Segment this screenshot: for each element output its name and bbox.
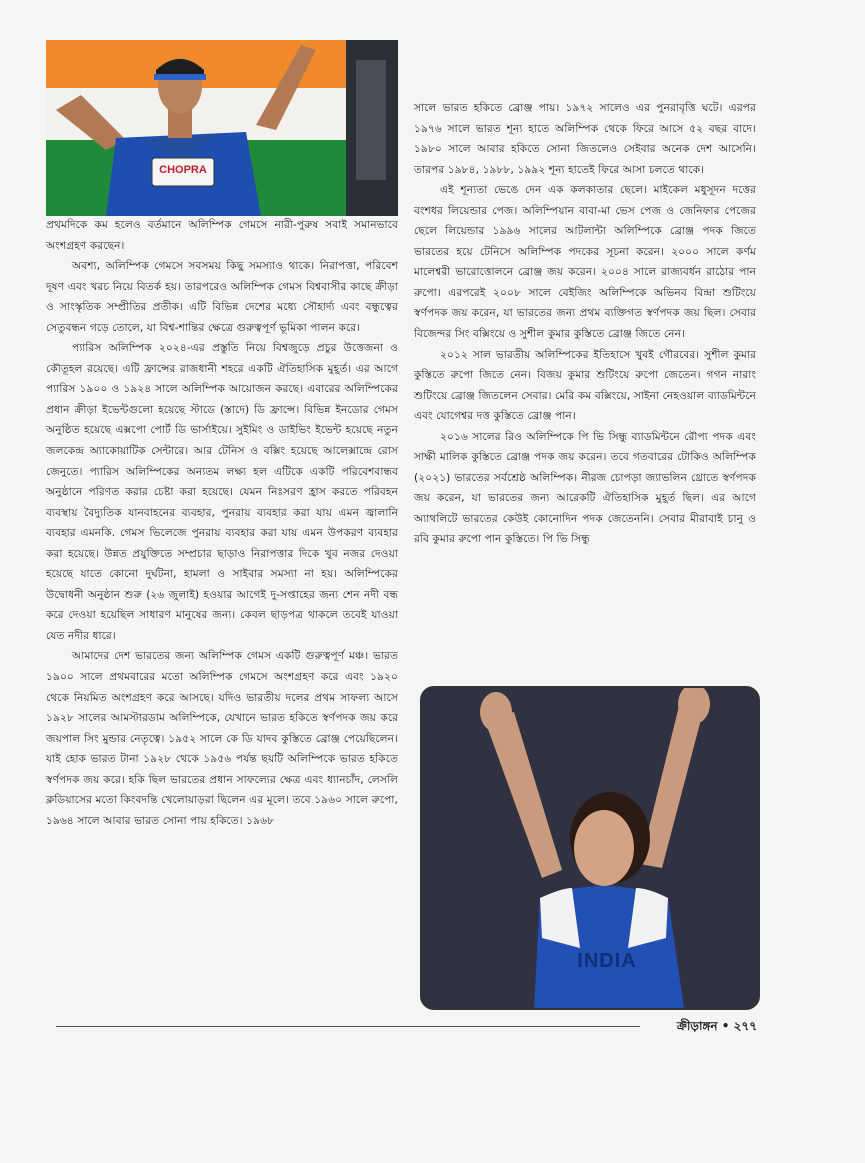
photo1-illustration	[46, 40, 398, 216]
paragraph: এই শূন্যতা ভেঙে দেন এক কলকাতার ছেলে। মাইকেল মধুসূদন দত্তের বংশধর লিয়েন্ডার পেজ। অলিম্পিয়ান বাবা-মা ভেস পেজ ও জেনিফার পেজের ছেলে লিয়েন্ডার ১৯৯৬ সালের আটলান্টা অলিম্পিকে ব্রোঞ্জ পদক জিতে ভারতের হয়ে টেনিসে অলিম্পিক পদকের সূচনা করেন। ২০০০ সালে কর্ণম মালেশ্বরী ভারোত্তোলনে ব্রোঞ্জ জয় করেন। ২০০৪ সালে রাজ্যবর্ধন রাঠোর পান রুপো। এরপরেই ২০০৮ সালে বেইজিং অলিম্পিকে অভিনব বিন্দ্রা শুটিংয়ে স্বর্ণপদক জয় করেন, যা ভারতের জন্য প্রথম ব্যক্তিগত স্বর্ণপদক জয় ছিল। সেবার বিজেন্দর সিং বক্সিংয়ে ও সুশীল কুমার কুস্তিতে ব্রোঞ্জ জিতে নেন।	[414, 184, 756, 341]
paragraph: আমাদের দেশ ভারতের জন্য অলিম্পিক গেমস একটি গুরুত্বপূর্ণ মঞ্চ। ভারত ১৯০০ সালে প্রথমবারের মতো অলিম্পিক গেমসে অংশগ্রহণ করে এবং ১৯২০ থেকে নিয়মিত অংশগ্রহণ করে আসছে। যদিও ভারতীয় দলের প্রথম সাফল্য আসে ১৯২৮ সালের আমস্টারডাম অলিম্পিকে, যেখানে ভারত হকিতে স্বর্ণপদক জয় করে জয়পাল সিং মুন্ডার নেতৃত্বে। ১৯৫২ সালে কে ডি যাদব কুস্তিতে ব্রোঞ্জ পেয়েছিলেন। যাই হোক ভারত টানা ১৯২৮ থেকে ১৯৫৬ পর্যন্ত ছয়টি অলিম্পিকে ভারত হকিতে স্বর্ণপদক জয় করে। হকি ছিল ভারতের প্রধান সাফল্যের ক্ষেত্র এবং ধ্যানচাঁদ, লেসলি ক্লডিয়াসের মতো কিংবদন্তি খেলোয়াড়রা ছিলেন এর মূলে। তবে ১৯৬০ সালে রুপো, ১৯৬৪ সালে আবার ভারত সোনা পায় হকিতে। ১৯৬৮	[46, 650, 398, 827]
paragraph: প্রথমদিকে কম হলেও বর্তমানে অলিম্পিক গেমসে নারী-পুরুষ সবাই সমানভাবে অংশগ্রহণ করছেন।	[46, 219, 398, 252]
footer-rule	[56, 1026, 640, 1027]
paragraph: সালে ভারত হকিতে ব্রোঞ্জ পায়। ১৯৭২ সালেও এর পুনরাবৃত্তি ঘটে। এরপর ১৯৭৬ সালে ভারত শূন্য হাতে অলিম্পিক থেকে ফিরে আসে ৫২ বছর বাদে। ১৯৮০ সালে আবার হকিতে সোনা জিতলেও সেইবার অনেক দেশ আসেনি। তারপর ১৯৮৪, ১৯৮৮, ১৯৯২ শূন্য হাতেই ফিরে আসা চলতে থাকে।	[414, 102, 756, 176]
photo-shooter-celebrating	[420, 686, 760, 1010]
left-column-text	[46, 215, 398, 831]
paragraph: ২০১৬ সালের রিও অলিম্পিকে পি ভি সিন্ধু ব্যাডমিন্টনে রৌপ্য পদক এবং সাক্ষী মালিক কুস্তিতে ব্রোঞ্জ পদক জয় করেন। তবে গতবারের টোকিও অলিম্পিক (২০২১) ভারতের সর্বশ্রেষ্ঠ অলিম্পিক। নীরজ চোপড়া জ্যাভলিন থ্রোতে স্বর্ণপদক জয় করেন, যা ভারতের জন্য আরেকটি ঐতিহাসিক মুহূর্ত ছিল। এর আগে অ্যাথলিটে ভারতের কেউই কোনোদিন পদক জেতেননি। সেবার মীরাবাই চানু ও রবি কুমার রুপো পান কুস্তিতে। পি ভি সিন্ধু	[414, 430, 756, 546]
paragraph: অবশ্য, অলিম্পিক গেমসে সবসময় কিছু সমস্যাও থাকে। নিরাপত্তা, পরিবেশ দূষণ এবং খরচ নিয়ে বিতর্ক হয়। তারপরেও অলিম্পিক গেমস বিশ্ববাসীর কাছে ক্রীড়া ও সাংস্কৃতিক সম্প্রীতির প্রতীক। এটি বিভিন্ন দেশের মধ্যে সৌহার্দ্য এবং বন্ধুত্বের সেতুবন্ধন গড়ে তোলে, যা বিশ্ব-শান্তির ক্ষেত্রে গুরুত্বপূর্ণ ভূমিকা পালন করে।	[46, 260, 398, 334]
jersey-text: INDIA	[577, 950, 637, 972]
paragraph: ২০১২ সাল ভারতীয় অলিম্পিকের ইতিহাসে খুবই গৌরবের। সুশীল কুমার কুস্তিতে রুপো জিতে নেন। বিজয় কুমার শুটিংয়ে রুপো জেতেন। গগন নারাং শুটিংয়ে ব্রোঞ্জ জিতলেন সেবার। মেরি কম বক্সিংয়ে, সাইনা নেহওয়াল ব্যাডমিন্টনে এবং যোগেশ্বর দত্ত কুস্তিতে ব্রোঞ্জ পান।	[414, 348, 756, 423]
paragraph: প্যারিস অলিম্পিক ২০২৪-এর প্রস্তুতি নিয়ে বিশ্বজুড়ে প্রচুর উত্তেজনা ও কৌতূহল রয়েছে। এটি ফ্রান্সের রাজধানী শহরে একটি ঐতিহাসিক মুহূর্ত। এর আগে প্যারিস ১৯০০ ও ১৯২৪ সালে অলিম্পিক আয়োজন করছে। এবারের অলিম্পিকের প্রধান ক্রীড়া ইভেন্টগুলো হয়েছে স্টাডে (স্তাদে) ডি ফ্রান্সে। বিভিন্ন ইনডোর গেমস অনুষ্ঠিত হয়েছে এক্সপো পোর্ট ডি ভার্সাইয়ে। সুইমিং ও ডাইভিং ইভেন্ট হয়েছে নতুন জলকেন্দ্র অ্যাকোয়াটিক সেন্টারে। আর টেনিস ও বক্সিং হয়েছে আলেক্সান্দ্রে রোস জেনুতে। প্যারিস অলিম্পিকের অন্যতম লক্ষ্য হল এটিকে একটি পরিবেশবান্ধব অনুষ্ঠানে পরিণত করার চেষ্টা করা হয়েছে। যেমন নিঃসরণ হ্রাস করতে পরিবহন ব্যবস্থায় বৈদ্যুতিক যানবাহনের ব্যবহার, পুনরায় ব্যবহার করা যায় এমন জ্বালানি ব্যবহার এমনকি. গেমস ভিলেজে পুনরায় ব্যবহার করা যায় এমন উপকরণ ব্যবহার করা হয়েছে। উন্নত প্রযুক্তিতে সম্প্রচার ছাড়াও নিরাপত্তার দিকে খুব নজর দেওয়া হয়েছে যাতে কোনো দুর্ঘটনা, হামলা ও সাইবার সমস্যা না হয়। অলিম্পিকের উদ্বোধনী অনুষ্ঠান শুরু (২৬ জুলাই) হওয়ার আগেই দু-সপ্তাহের জন্য শেন নদী বন্ধ করে দেওয়া হয়েছিল সাধারণ মানুষের জন্য। কেবল ছাড়পত্র থাকলে তবেই যাওয়া যেত নদীর ধারে।	[46, 342, 398, 642]
right-column-text	[414, 98, 756, 550]
photo-javelin-athlete-with-flag	[46, 40, 398, 216]
page-footer: ক্রীড়াঙ্গন • ২৭৭	[676, 1019, 757, 1033]
jersey-bib-name: CHOPRA	[159, 164, 207, 176]
